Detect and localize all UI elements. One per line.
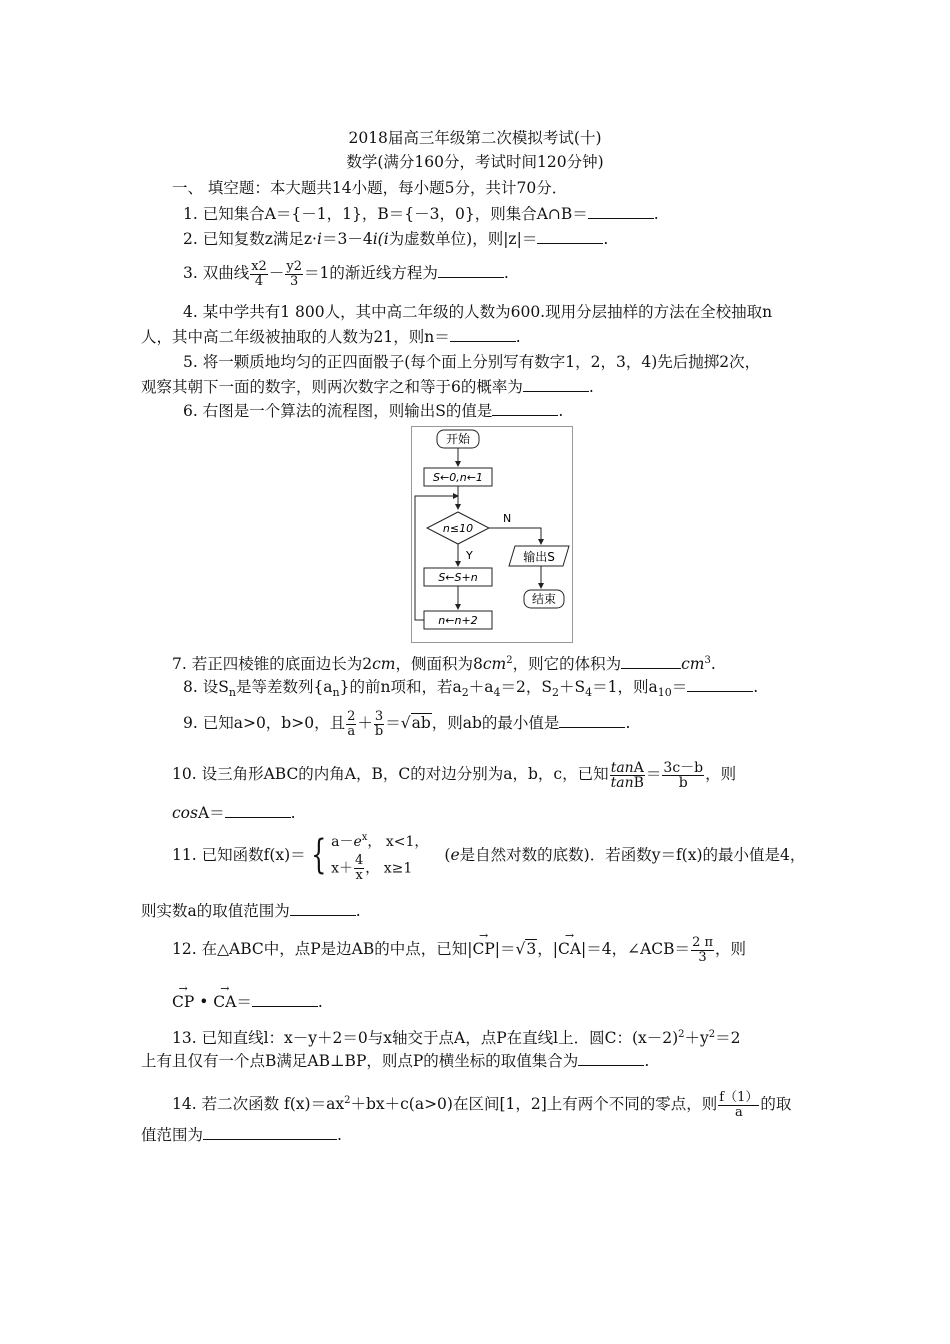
answer-blank xyxy=(450,327,516,342)
question-10-line-1: 10. 设三角形ABC的内角A，B，C的对边分别为a，b，c，已知 $\frac{\tan A}{\tan B}$ ＝ $\frac{3c-b}{b}$ ，则 xyxy=(172,759,737,791)
answer-blank xyxy=(588,204,654,219)
fraction: $\frac{x2}{4}$ xyxy=(251,258,267,289)
exam-title: 2018届高三年级第二次模拟考试(十) xyxy=(348,129,602,147)
flowchart-frame xyxy=(412,427,573,643)
question-8: 8. 设$S_n$是等差数列$\{a_n\}$的前n项和，若$a_2+a_4=2$，$S_2+S_4=1$，则$a_{10}=$ . xyxy=(183,678,759,699)
answer-blank xyxy=(537,229,603,244)
section-heading: 一、 填空题：本大题共14小题，每小题5分，共计70分． xyxy=(172,179,568,197)
init-label: S←0,n←1 xyxy=(433,471,483,484)
yes-label: Y xyxy=(466,549,473,562)
end-label: 结束 xyxy=(531,592,557,606)
fraction: $\frac{y2}{3}$ xyxy=(286,258,302,289)
question-10-line-2: cosA＝ . xyxy=(172,804,296,822)
answer-blank xyxy=(687,677,753,692)
answer-blank xyxy=(492,401,558,416)
output-label: 输出S xyxy=(523,550,555,564)
question-4-line-2: 人，其中高二年级被抽取的人数为21，则n＝ . xyxy=(141,328,521,346)
question-1: 1. 已知集合A＝{－1，1}，B＝{－3，0}，则集合A∩B＝ . xyxy=(183,205,659,223)
question-12-line-1: 12. 在△ABC中，点P是边AB的中点，已知|→ CP|＝√3，|→ CA|＝4，∠ACB＝ $\frac{2 \pi}{3}$ ，则 xyxy=(172,932,746,966)
answer-blank xyxy=(559,713,625,728)
algorithm-flowchart xyxy=(411,426,573,643)
answer-blank xyxy=(578,1051,644,1066)
question-12-line-2: → CP • → CA＝ . xyxy=(172,992,323,1012)
question-14-line-2: 值范围为 . xyxy=(141,1126,342,1144)
question-11-line-2: 则实数a的取值范围为 . xyxy=(141,902,361,920)
answer-blank xyxy=(438,263,504,278)
piecewise-cases: $a-e^x$， x<1， x＋ $\frac{4}{x}$ ， x≥1 xyxy=(331,832,429,883)
answer-blank xyxy=(252,992,318,1007)
piecewise-brace: { xyxy=(310,831,327,878)
condition-label: n≤10 xyxy=(442,522,474,535)
answer-blank xyxy=(203,1125,337,1140)
start-label: 开始 xyxy=(445,432,471,446)
question-13-line-2: 上有且仅有一个点B满足AB⊥BP，则点P的横坐标的取值集合为 . xyxy=(141,1052,650,1070)
loop-arrow xyxy=(415,496,458,620)
question-3: 3. 双曲线 $\frac{x2}{4}$ － $\frac{y2}{3}$ ＝1的渐近线方程为 . xyxy=(183,258,509,289)
update-s-label: S←S+n xyxy=(438,571,478,584)
question-2: 2. 已知复数z满足z·i＝3－4i(i为虚数单位)，则|z|＝ . xyxy=(183,230,609,248)
update-n-label: n←n+2 xyxy=(438,614,478,627)
question-7: 7. 若正四棱锥的底面边长为2cm，侧面积为$8cm^2$，则它的体积为 $cm^3$. xyxy=(172,655,716,673)
question-14-line-1: 14. 若二次函数 $f(x)=ax^2+bx+c(a>0)$在区间[1，2]上有两个不同的零点，则 $\frac{f(1)}{a}$ 的取 xyxy=(172,1089,792,1120)
answer-blank xyxy=(621,654,681,669)
question-5-line-1: 5. 将一颗质地均匀的正四面骰子(每个面上分别写有数字1，2，3，4)先后抛掷2次， xyxy=(183,353,761,371)
answer-blank xyxy=(225,803,291,818)
question-13-line-1: 13. 已知直线l：x－y＋2＝0与x轴交于点A，点P在直线l上．圆C：$(x-2)^2+y^2=2$ xyxy=(172,1029,741,1047)
question-6: 6. 右图是一个算法的流程图，则输出S的值是 . xyxy=(183,402,564,420)
question-11-line-1: 11. 已知函数f(x)＝ { $a-e^x$， x<1， x＋ $\frac{4}{x}$ ， x≥1 (e是自然对数的底数)．若函数y＝f(x)的最小值是4， xyxy=(172,826,805,886)
question-5-line-2: 观察其朝下一面的数字，则两次数字之和等于6的概率为 . xyxy=(141,378,594,396)
question-9: 9. 已知a>0，b>0，且 $\frac{2}{a}$ ＋ $\frac{3}{b}$ ＝√ab，则ab的最小值是 . xyxy=(183,708,631,739)
exam-subtitle: 数学(满分160分，考试时间120分钟) xyxy=(346,153,604,171)
question-4-line-1: 4. 某中学共有1 800人，其中高二年级的人数为600.现用分层抽样的方法在全校抽取n xyxy=(183,303,773,321)
no-label: N xyxy=(503,512,512,525)
answer-blank xyxy=(290,901,356,916)
answer-blank xyxy=(523,377,589,392)
